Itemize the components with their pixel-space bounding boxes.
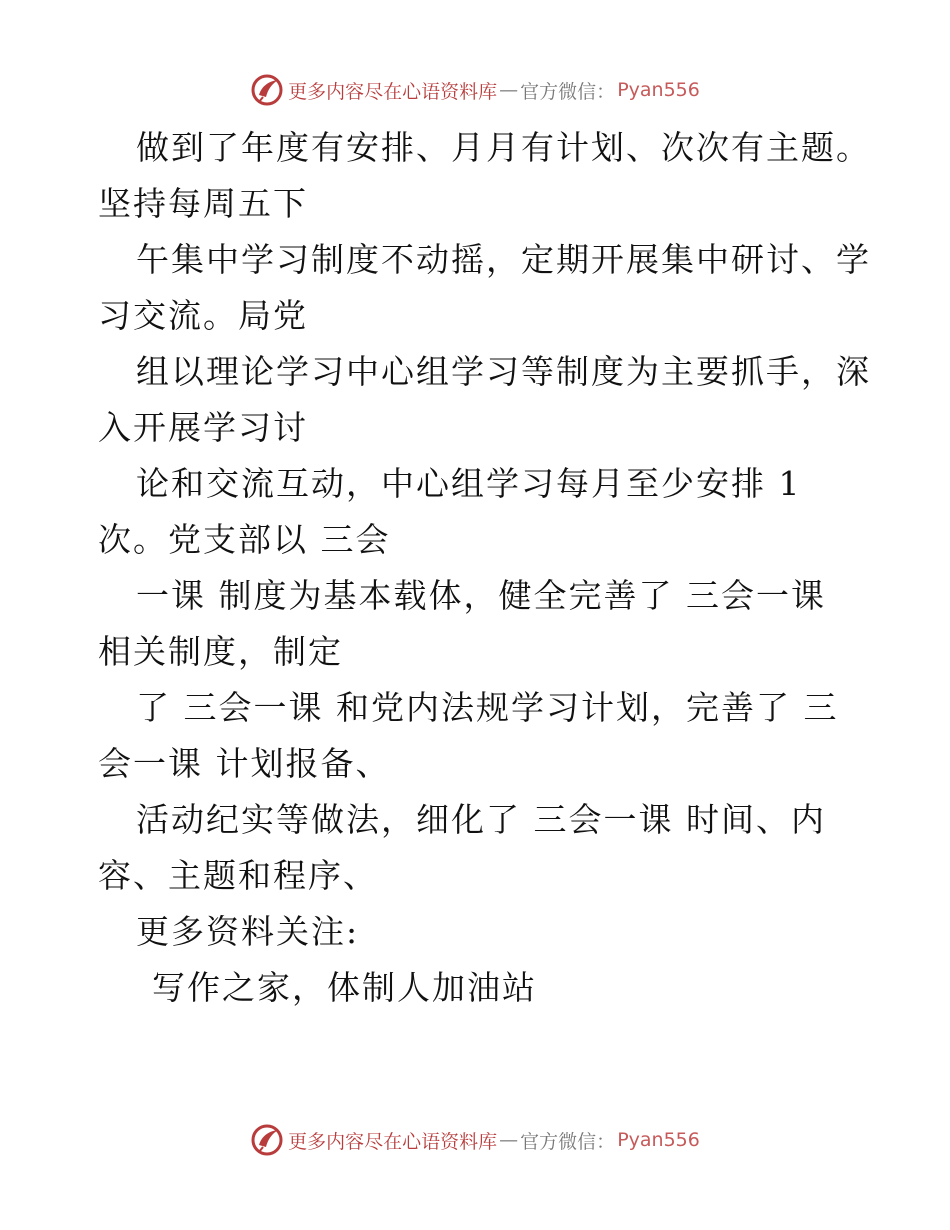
watermark-wechat-id: Pyan556 bbox=[617, 1129, 700, 1151]
document-body bbox=[98, 120, 871, 1016]
footer-watermark bbox=[0, 1120, 950, 1160]
body-line-2: 坚持每周五下 bbox=[98, 184, 308, 223]
body-line-3: 午集中学习制度不动摇，定期开展集中研讨、学 bbox=[136, 240, 871, 279]
body-line-6: 入开展学习讨 bbox=[98, 408, 308, 447]
body-line-11: 了 三会一课 和党内法规学习计划，完善了 三 bbox=[136, 688, 839, 727]
watermark-text: 更多内容尽在心语资料库 bbox=[288, 1130, 498, 1153]
body-line-14: 容、主题和程序、 bbox=[98, 856, 378, 895]
body-line-1: 做到了年度有安排、月月有计划、次次有主题。 bbox=[136, 128, 871, 167]
watermark-separator: — bbox=[499, 1129, 519, 1151]
watermark-label: 官方微信： bbox=[520, 80, 616, 103]
body-line-16: 写作之家，体制人加油站 bbox=[152, 968, 537, 1007]
body-line-10: 相关制度，制定 bbox=[98, 632, 343, 671]
body-line-7: 论和交流互动，中心组学习每月至少安排 1 bbox=[136, 464, 802, 503]
watermark-separator: — bbox=[499, 79, 519, 101]
watermark-label: 官方微信： bbox=[520, 1130, 616, 1153]
body-line-5: 组以理论学习中心组学习等制度为主要抓手，深 bbox=[136, 352, 871, 391]
body-line-13: 活动纪实等做法，细化了 三会一课 时间、内 bbox=[136, 800, 826, 839]
watermark-wechat-id: Pyan556 bbox=[617, 79, 700, 101]
body-line-15: 更多资料关注: bbox=[136, 912, 360, 951]
red-wing-logo-icon bbox=[250, 1123, 284, 1157]
red-wing-logo-icon bbox=[250, 73, 284, 107]
watermark-text: 更多内容尽在心语资料库 bbox=[288, 80, 498, 103]
body-line-12: 会一课 计划报备、 bbox=[98, 744, 391, 783]
body-line-8: 次。党支部以 三会 bbox=[98, 520, 391, 559]
body-line-9: 一课 制度为基本载体，健全完善了 三会一课 bbox=[136, 576, 826, 615]
body-line-4: 习交流。局党 bbox=[98, 296, 308, 335]
header-watermark bbox=[0, 70, 950, 110]
